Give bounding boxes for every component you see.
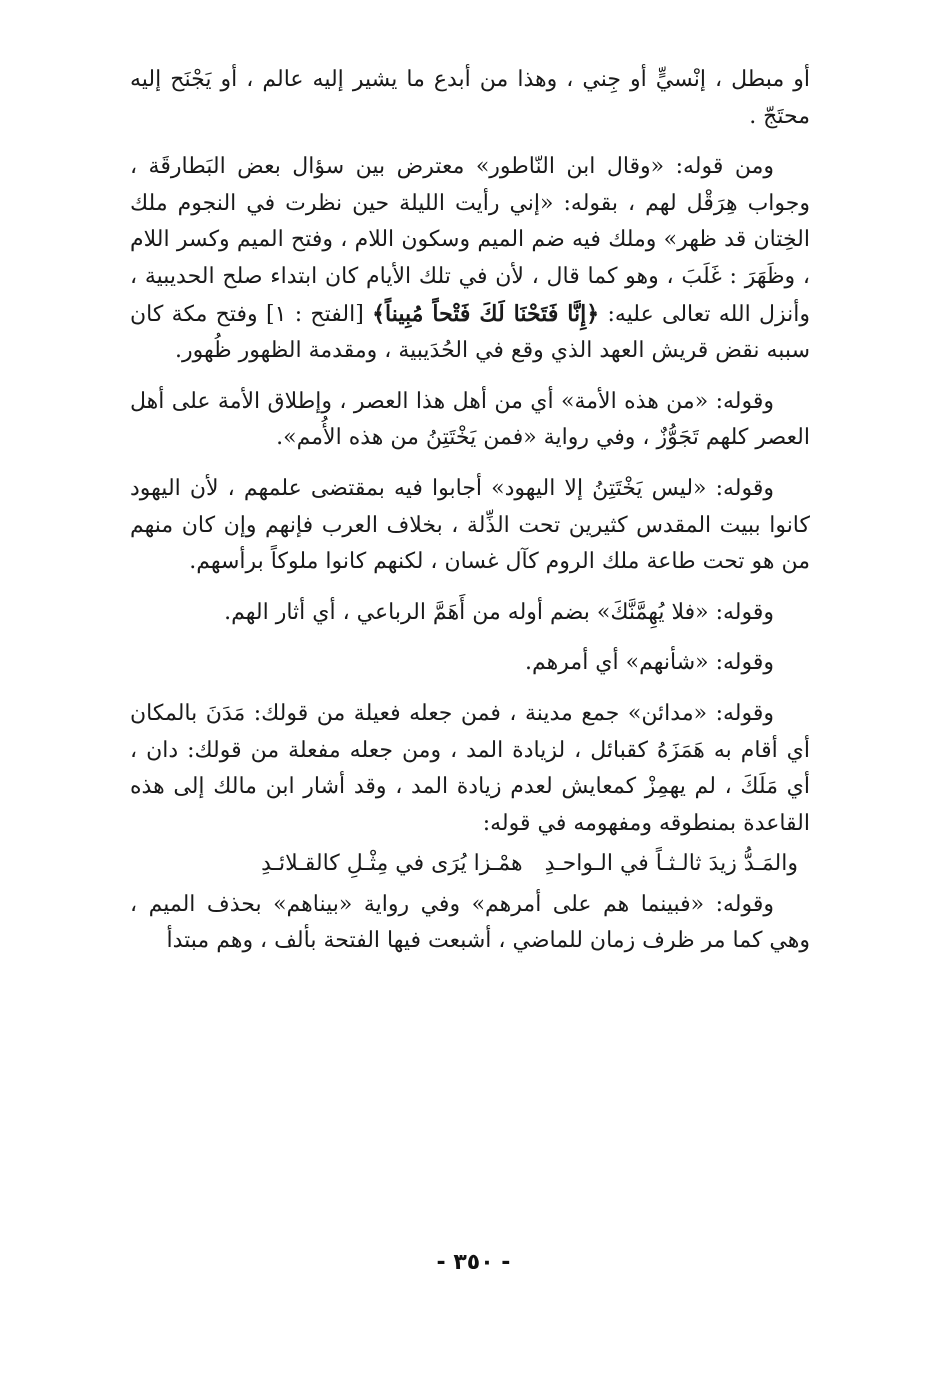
paragraph-1: أو مبطل ، إنْسيٍّ أو جِني ، وهذا من أبدع ما يشير إليه عالم ، أو يَجْنَح إليه محتَجّ . [130, 67, 810, 129]
verse-hemistich-2: همْـزا يُرَى في مِثْـلِ كالقـلائـدِ [261, 851, 523, 877]
paragraph-7: وقوله: «مدائن» جمع مدينة ، فمن جعله فعيلة من قولك: مَدَنَ بالمكان أي أقام به هَمَزَهُ كقبائل ، لزيادة المد ، ومن جعله مفعلة من قولك: دان ، أي مَلَكَ ، لم يهمِزْ كمعايش لعدم زيادة المد ، وقد أشار ابن مالك إلى هذه القاعدة بمنطوقه ومفهومه في قوله: [130, 700, 810, 836]
quran-verse: ﴿إِنَّا فَتَحْنَا لَكَ فَتْحاً مُبِيناً﴾ [372, 300, 600, 327]
paragraph-2-text-after: [الفتح : ١] وفتح مكة كان سببه نقض قريش العهد الذي وقع في الحُدَيبية ، ومقدمة الظهور ظُهور. [130, 301, 810, 364]
paragraph-5: وقوله: «فلا يُهِمَّنَّكَ» بضم أوله من أَهَمَّ الرباعي ، أي أثار الهم. [224, 599, 774, 625]
paragraph-3: وقوله: «من هذه الأمة» أي من أهل هذا العصر ، وإطلاق الأمة على أهل العصر كلهم تَجَوُّزٌ ، وفي رواية «فمن يَخْتَتِنُ من هذه الأُمم». [130, 388, 810, 451]
paragraph-4: وقوله: «ليس يَخْتَتِنُ إلا اليهود» أجابوا فيه بمقتضى علمهم ، لأن اليهود كانوا ببيت المقدس كثيرين تحت الذِّلة ، بخلاف العرب فإنهم وإن كان منهم من هو تحت طاعة ملك الروم كآل غسان ، لكنهم كانوا ملوكاً برأسهم. [130, 475, 810, 575]
paragraph-2-text-before: ومن قوله: «وقال ابن النّاطور» معترض بين سؤال بعض البَطارقَة ، وجواب هِرَقْل لهم ، بقوله: «إني رأيت الليلة حين نظرت في النجوم ملك الخِتان قد ظهر» وملك فيه ضم الميم وسكون اللام ، وفتح الميم وكسر اللام ، وظَهَرَ : غَلَبَ ، وهو كما قال ، لأن في تلك الأيام كان ابتداء صلح الحديبية ، وأنزل الله تعالى عليه: [130, 154, 810, 327]
page-body [130, 62, 810, 974]
paragraph-6: وقوله: «شأنهم» أي أمرهم. [525, 650, 774, 676]
verse-hemistich-1: والمَـدُّ زيدَ ثالـثـاً في الـواحـدِ [544, 851, 798, 877]
page-number: - ٣٥٠ - [436, 1250, 511, 1275]
paragraph-8: وقوله: «فبينما هم على أمرهم» وفي رواية «بيناهم» بحذف الميم ، وهي كما مر ظرف زمان للماضي ، أشبعت فيها الفتحة بألف ، وهم مبتدأ [130, 891, 810, 954]
poem-verse [130, 846, 810, 883]
paragraph-2 [130, 149, 810, 370]
